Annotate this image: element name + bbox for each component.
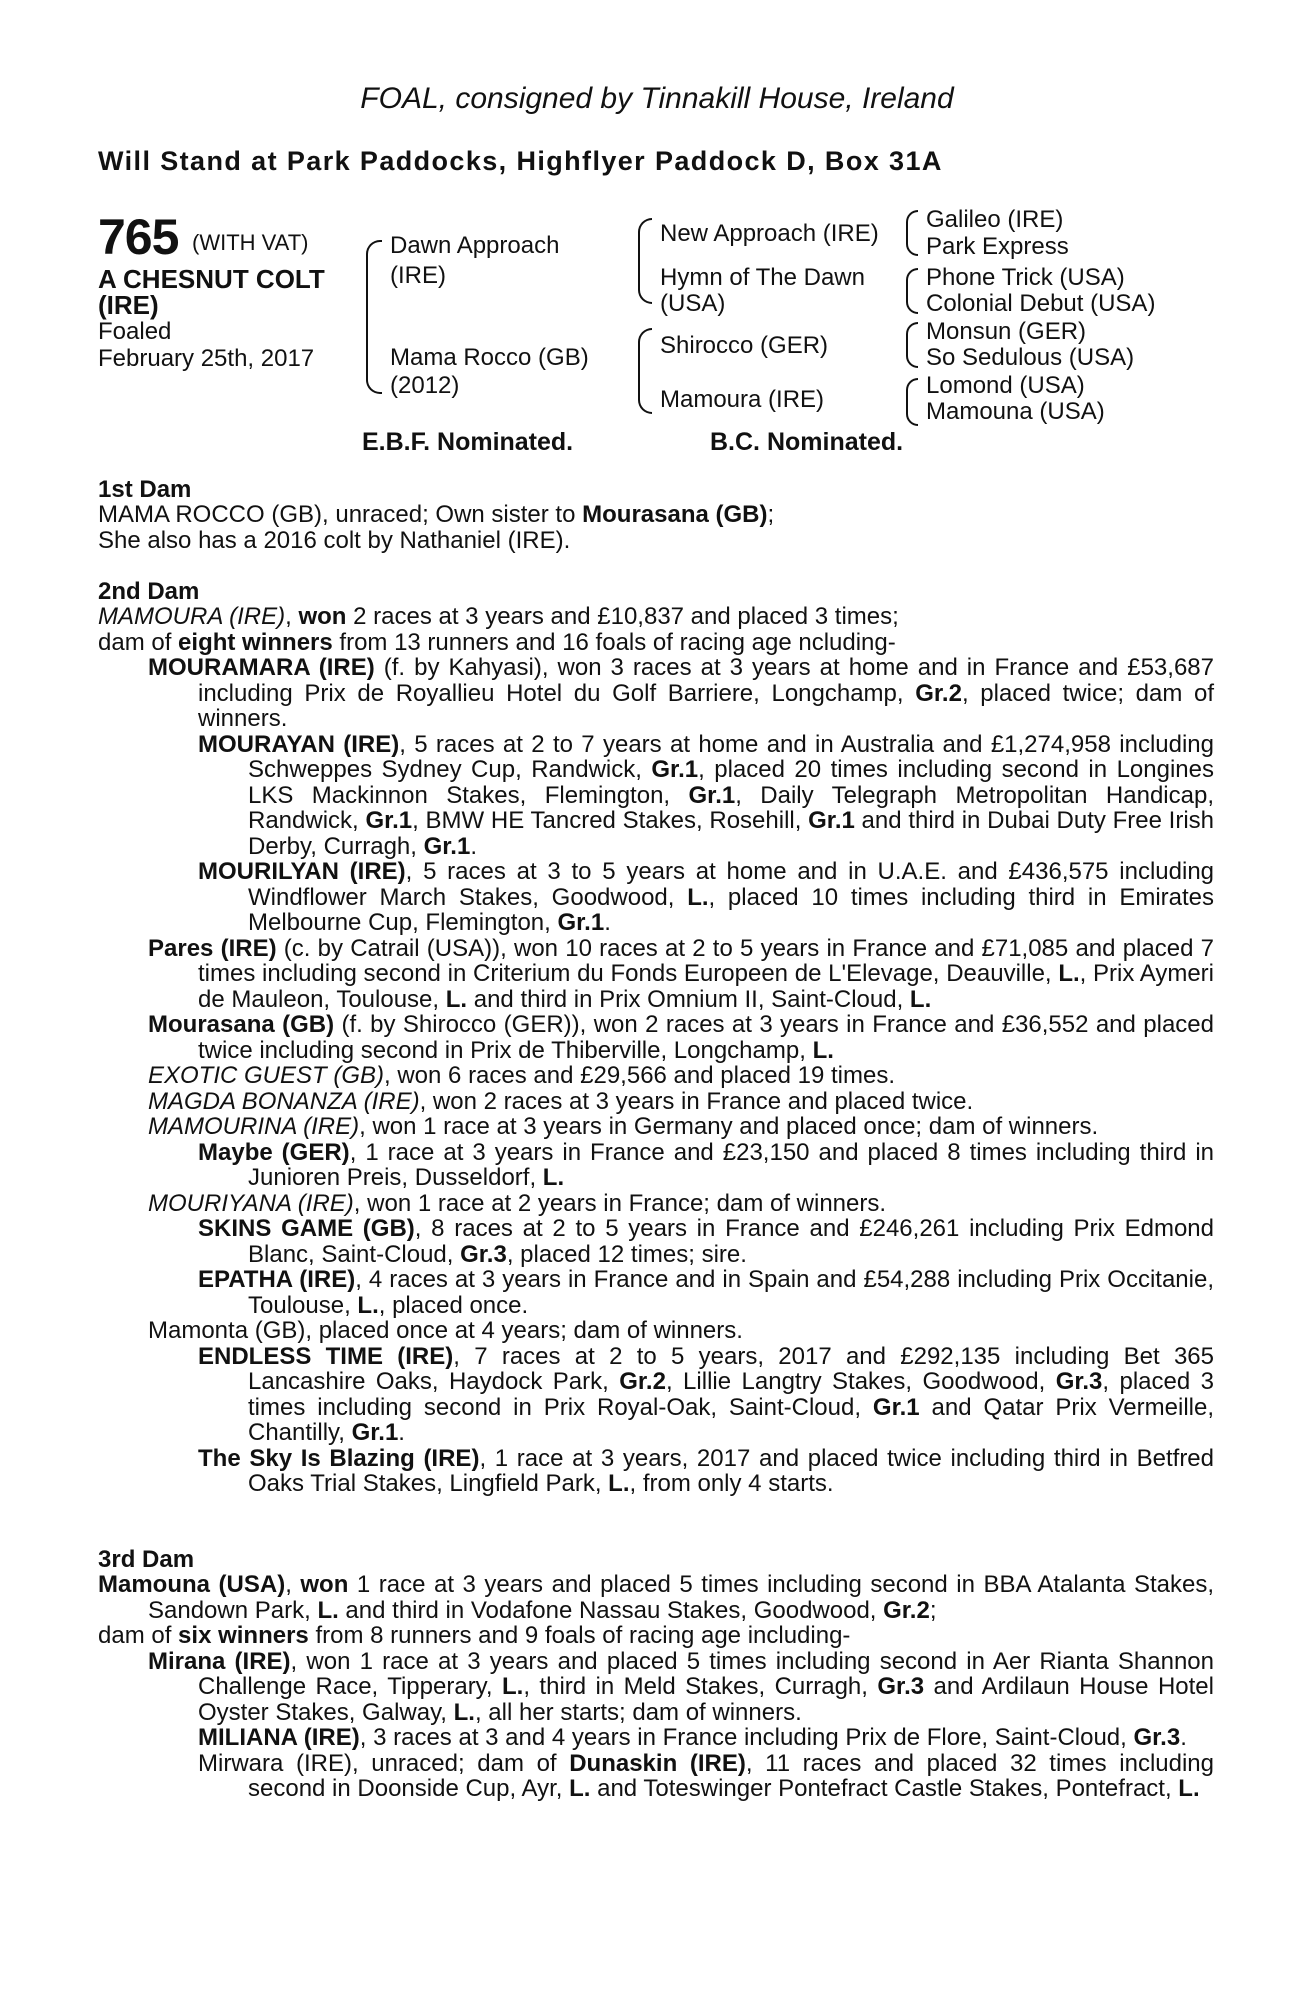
text-mirana-b: , third in Meld Stakes, Curragh, (523, 1673, 878, 1700)
pedigree-sire-dam: Hymn of The Dawn (660, 264, 865, 291)
text-mirwara-b: , 11 races and placed 32 times including second in Doonside Cup, Ayr, (248, 1749, 1214, 1802)
entry-mouriyana (98, 1191, 1214, 1217)
entry-pares (98, 936, 1214, 1013)
name-skins-game: SKINS GAME (GB) (198, 1215, 415, 1242)
grade-mirana: Gr.3 (877, 1673, 925, 1700)
pedigree-brace-parents (366, 240, 382, 394)
name-exotic-guest: EXOTIC GUEST (GB) (148, 1062, 385, 1089)
text-epatha-b: , placed once. (378, 1291, 529, 1319)
pedigree-sire-sire: New Approach (IRE) (660, 220, 879, 247)
listed-maybe: L. (542, 1164, 565, 1191)
second-dam-record: 2 races at 3 years and £10,837 and placed 3 times; (346, 603, 899, 630)
entry-epatha (98, 1267, 1214, 1318)
entry-endless-time (98, 1344, 1214, 1446)
text-mouriyana: , won 1 race at 2 years in France; dam of winners. (353, 1189, 887, 1217)
text-miliana-a: , 3 races at 3 and 4 years in France including Prix de Flore, Saint-Cloud, (359, 1724, 1134, 1751)
text-endless-b: , Lillie Langtry Stakes, Goodwood, (665, 1368, 1056, 1395)
entry-mirana (98, 1649, 1214, 1726)
listed-mourasana: L. (812, 1036, 834, 1064)
text-endless-d: and Qatar Prix Vermeille, Chantilly, (248, 1393, 1214, 1446)
text-endless-e: . (398, 1419, 405, 1446)
listed-pares-3: L. (909, 985, 932, 1013)
entry-mourilyan (98, 859, 1214, 936)
grade-mourayan-3: Gr.1 (365, 807, 413, 834)
listed-mourilyan: L. (687, 883, 709, 911)
lot-number: 765 (98, 209, 179, 265)
text-mourayan-a: , 5 races at 2 to 7 years at home and in Australia and £1,274,958 including Schweppes Sydney Cup, Randwick, (248, 730, 1214, 783)
grade-endless-1: Gr.2 (619, 1368, 666, 1395)
text-mamourina: , won 1 race at 3 years in Germany and placed once; dam of winners. (359, 1113, 1099, 1140)
text-mouramara-b: , placed twice; dam of winners. (198, 679, 1214, 732)
text-mourilyan-b: , placed 10 times including third in Emirates Melbourne Cup, Flemington, (248, 883, 1215, 936)
entry-mouramara (98, 655, 1214, 732)
first-dam-produce: She also has a 2016 colt by Nathaniel (IRE). (98, 526, 571, 554)
third-dam-dam-of: dam of (98, 1622, 179, 1649)
name-sky-is-blazing: The Sky Is Blazing (IRE) (198, 1444, 480, 1472)
foaled-date: February 25th, 2017 (98, 345, 315, 372)
third-dam-comma: , (285, 1571, 301, 1598)
third-dam-text-b: 1 race at 3 years and placed 5 times including second in BBA Atalanta Stakes, Sandown Park, (148, 1571, 1214, 1624)
second-dam-heading: 2nd Dam (98, 578, 200, 605)
entry-miliana (98, 1725, 1214, 1751)
pedigree-g3: Phone Trick (USA) (926, 264, 1125, 291)
listed-sky: L. (608, 1470, 630, 1497)
listed-mirana-2: L. (453, 1698, 475, 1726)
name-dunaskin: Dunaskin (IRE) (569, 1749, 746, 1777)
pedigree-g2: Park Express (926, 233, 1069, 260)
text-mourilyan-c: . (604, 909, 611, 936)
pedigree-g7: Lomond (USA) (926, 372, 1085, 399)
pedigree-g8: Mamouna (USA) (926, 398, 1105, 425)
text-pares-a: (c. by Catrail (USA)), won 10 races at 2 to 5 years in France and £71,085 and placed 7 times including second in Criterium du Fonds Europeen de L'Elevage, Deauville, (198, 934, 1214, 987)
third-dam-text-d: ; (929, 1596, 937, 1624)
entry-mourayan (98, 732, 1214, 860)
second-dam-winners: eight winners (178, 628, 333, 656)
text-mourayan-c: , Daily Telegraph Metropolitan Handicap, Randwick, (248, 781, 1214, 834)
text-pares-b: , Prix Aymeri de Mauleon, Toulouse, (198, 960, 1214, 1013)
entry-sky-is-blazing (98, 1446, 1214, 1497)
entry-skins-game (98, 1216, 1214, 1267)
grade-endless-3: Gr.1 (872, 1393, 920, 1421)
listed-pares-1: L. (1058, 960, 1080, 987)
first-dam-text: MAMA ROCCO (GB), unraced; Own sister to (98, 501, 583, 528)
second-dam-section (98, 604, 1214, 1497)
pedigree-brace-g2 (906, 268, 918, 314)
entry-mirwara (98, 1751, 1214, 1802)
text-mouramara-a: (f. by Kahyasi), won 3 races at 3 years at home and in France and £53,687 including Prix de Royallieu Hotel du Golf Barriere, Longchamp, (198, 654, 1214, 707)
pedigree-dam-sire: Shirocco (GER) (660, 332, 829, 359)
text-pares-c: and third in Prix Omnium II, Saint-Cloud, (467, 985, 910, 1013)
second-dam-runners: from 13 runners and 16 foals of racing age ncluding- (332, 628, 896, 656)
entry-maybe (98, 1140, 1214, 1191)
pedigree-g6: So Sedulous (USA) (926, 344, 1135, 371)
lot-description: A CHESNUT COLT (98, 264, 325, 294)
text-mirana-c: and Ardilaun House Hotel Oyster Stakes, Galway, (198, 1673, 1214, 1726)
pedigree-sire-dam-origin: (USA) (660, 290, 726, 317)
second-dam-dam-of: dam of (98, 628, 179, 656)
name-miliana: MILIANA (IRE) (198, 1724, 360, 1751)
second-dam-comma: , (285, 603, 299, 630)
text-magda-bonanza: , won 2 races at 3 years in France and placed twice. (419, 1087, 974, 1115)
name-magda-bonanza: MAGDA BONANZA (IRE) (148, 1087, 420, 1115)
pedigree-brace-g4 (906, 378, 918, 426)
vat-note: (WITH VAT) (192, 230, 309, 255)
foaled-label: Foaled (98, 318, 172, 345)
bc-nomination: B.C. Nominated. (710, 428, 904, 456)
entry-mourasana (98, 1012, 1214, 1063)
name-mourilyan: MOURILYAN (IRE) (198, 858, 406, 885)
grade-skins: Gr.3 (460, 1240, 507, 1268)
third-dam-listed: L. (317, 1596, 339, 1624)
pedigree-dam-dam: Mamoura (IRE) (660, 386, 825, 413)
name-epatha: EPATHA (IRE) (198, 1266, 356, 1293)
text-sky-a: , 1 race at 3 years, 2017 and placed twice including third in Betfred Oaks Trial Stakes, Lingfield Park, (248, 1444, 1215, 1497)
text-epatha-a: , 4 races at 3 years in France and in Spain and £54,288 including Prix Occitanie, Toulouse, (248, 1266, 1214, 1319)
text-mourayan-e: and third in Dubai Duty Free Irish Derby, Curragh, (248, 807, 1215, 860)
entry-exotic-guest (98, 1063, 1214, 1089)
third-dam-name: Mamouna (USA) (98, 1571, 286, 1598)
grade-miliana: Gr.3 (1133, 1724, 1181, 1751)
third-dam-grade: Gr.2 (883, 1596, 930, 1624)
third-dam-winners: six winners (178, 1622, 309, 1649)
grade-endless-4: Gr.1 (351, 1419, 399, 1446)
entry-mamourina (98, 1114, 1214, 1140)
first-dam-sister: Mourasana (GB) (582, 501, 768, 528)
name-endless-time: ENDLESS TIME (IRE) (198, 1342, 454, 1370)
listed-mirwara-2: L. (1178, 1775, 1200, 1802)
pedigree-brace-g1 (906, 210, 918, 256)
ebf-nomination: E.B.F. Nominated. (362, 428, 574, 456)
second-dam-won: won (298, 603, 347, 630)
grade-mourayan-2: Gr.1 (688, 781, 736, 809)
pedigree-brace-g3 (906, 322, 918, 368)
grade-mourayan-5: Gr.1 (423, 832, 471, 860)
grade-mourayan-4: Gr.1 (808, 807, 855, 834)
listed-pares-2: L. (445, 985, 468, 1013)
name-pares: Pares (IRE) (148, 934, 277, 962)
grade-endless-2: Gr.3 (1055, 1368, 1103, 1395)
pedigree-brace-dam (638, 328, 652, 414)
second-dam-name: MAMOURA (IRE) (98, 603, 286, 630)
lot-origin: (IRE) (98, 290, 159, 320)
text-mourayan-b: , placed 20 times including second in Longines LKS Mackinnon Stakes, Flemington, (248, 756, 1214, 809)
consignment-line: FOAL, consigned by Tinnakill House, Ireland (360, 82, 954, 115)
grade-mouramara: Gr.2 (915, 679, 962, 707)
text-mirwara-a: Mirwara (IRE), unraced; dam of (198, 1749, 570, 1777)
listed-epatha: L. (357, 1291, 379, 1319)
name-mouramara: MOURAMARA (IRE) (148, 654, 375, 681)
pedigree-brace-sire (638, 218, 652, 304)
text-skins-a: , 8 races at 2 to 5 years in France and £246,261 including Prix Edmond Blanc, Saint-Cloud, (248, 1215, 1214, 1268)
text-endless-a: , 7 races at 2 to 5 years, 2017 and £292,135 including Bet 365 Lancashire Oaks, Haydock Park, (248, 1342, 1215, 1395)
pedigree-dam-year: (2012) (390, 372, 460, 399)
stand-location: Will Stand at Park Paddocks, Highflyer Paddock D, Box 31A (98, 146, 943, 176)
listed-mirana-1: L. (502, 1673, 524, 1700)
text-mirwara-c: and Toteswinger Pontefract Castle Stakes, Pontefract, (590, 1775, 1179, 1802)
entry-magda-bonanza (98, 1089, 1214, 1115)
first-dam-punct: ; (767, 501, 775, 528)
entry-mamonta: Mamonta (GB), placed once at 4 years; dam of winners. (148, 1317, 743, 1344)
grade-mourilyan: Gr.1 (557, 909, 605, 936)
pedigree-g5: Monsun (GER) (926, 318, 1087, 345)
name-mourasana: Mourasana (GB) (148, 1011, 335, 1038)
text-maybe-a: , 1 race at 3 years in France and £23,150 and placed 8 times including third in Junioren Preis, Dusseldorf, (248, 1138, 1215, 1191)
text-mourayan-d: , BMW HE Tancred Stakes, Rosehill, (412, 807, 809, 834)
listed-mirwara-1: L. (569, 1775, 591, 1802)
third-dam-text-c: and third in Vodafone Nassau Stakes, Goodwood, (338, 1596, 884, 1624)
name-mouriyana: MOURIYANA (IRE) (148, 1189, 354, 1217)
pedigree-g4: Colonial Debut (USA) (926, 290, 1156, 317)
text-mirana-a: , won 1 race at 3 years and placed 5 times including second in Aer Rianta Shannon Challenge Race, Tipperary, (198, 1647, 1214, 1700)
name-mourayan: MOURAYAN (IRE) (198, 730, 400, 758)
third-dam-won: won (300, 1571, 349, 1598)
name-maybe: Maybe (GER) (198, 1138, 350, 1166)
pedigree-g1: Galileo (IRE) (926, 206, 1064, 233)
pedigree-sire-origin: (IRE) (390, 262, 446, 289)
grade-mourayan-1: Gr.1 (651, 756, 699, 783)
third-dam-runners: from 8 runners and 9 foals of racing age including- (308, 1622, 851, 1649)
first-dam-section (98, 502, 1214, 553)
text-mourasana-a: (f. by Shirocco (GER)), won 2 races at 3 years in France and £36,552 and placed twice including second in Prix de Thiberville, Longchamp, (198, 1011, 1214, 1064)
name-mamourina: MAMOURINA (IRE) (148, 1113, 360, 1140)
text-exotic-guest: , won 6 races and £29,566 and placed 19 times. (384, 1062, 896, 1089)
text-mirana-d: , all her starts; dam of winners. (474, 1698, 802, 1726)
first-dam-heading: 1st Dam (98, 476, 192, 503)
text-sky-b: , from only 4 starts. (629, 1470, 834, 1497)
text-endless-c: , placed 3 times including second in Prix Royal-Oak, Saint-Cloud, (248, 1368, 1215, 1421)
text-miliana-b: . (1180, 1724, 1187, 1751)
text-mourilyan-a: , 5 races at 3 to 5 years at home and in U.A.E. and £436,575 including Windflower March Stakes, Goodwood, (248, 858, 1215, 911)
text-mourayan-f: . (470, 832, 477, 860)
third-dam-record (98, 1572, 1214, 1623)
pedigree-dam: Mama Rocco (GB) (390, 344, 589, 371)
name-mirana: Mirana (IRE) (148, 1647, 291, 1675)
third-dam-heading: 3rd Dam (98, 1546, 195, 1573)
pedigree-sire: Dawn Approach (390, 232, 560, 259)
text-skins-b: , placed 12 times; sire. (506, 1240, 747, 1268)
third-dam-section (98, 1572, 1214, 1802)
